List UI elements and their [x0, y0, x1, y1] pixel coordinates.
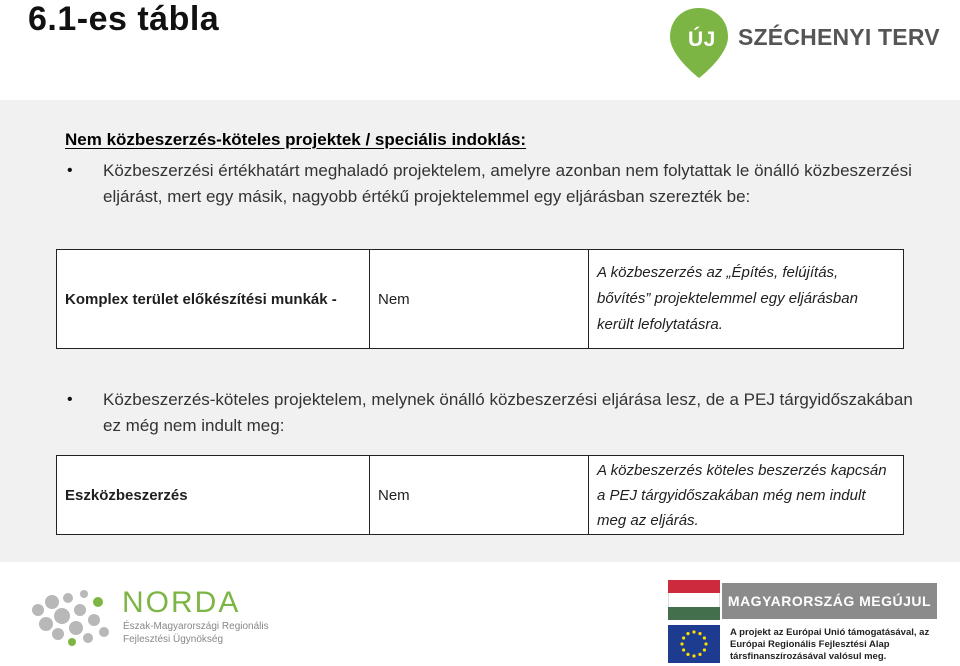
procurement-flag: Nem — [370, 456, 589, 535]
procurement-flag: Nem — [370, 250, 589, 349]
justification-text: A közbeszerzés az „Építés, felújítás, bővítés” projektelemmel egy eljárásban került lefolytatásra. — [589, 250, 904, 349]
dots-logo-icon — [28, 580, 118, 650]
slide-title: 6.1-es tábla — [28, 0, 220, 38]
justification-text: A közbeszerzés köteles beszerzés kapcsán a PEJ tárgyidőszakában még nem indult meg az eljárás. — [589, 456, 904, 535]
norda-logo-text: NORDA — [122, 586, 241, 619]
magyarorszag-megujul-banner: MAGYARORSZÁG MEGÚJUL — [722, 583, 937, 619]
norda-subtitle-line-2: Fejlesztési Ügynökség — [123, 634, 224, 645]
norda-subtitle — [123, 620, 269, 646]
bullet-text-2: Közbeszerzés-köteles projektelem, melynek önálló közbeszerzési eljárása lesz, de a PEJ tárgyidőszakában ez még nem indult meg: — [103, 390, 913, 435]
szechenyi-terv-logo — [668, 6, 940, 86]
uj-label: ÚJ — [688, 28, 716, 51]
project-table-2 — [56, 455, 904, 535]
section-heading: Nem közbeszerzés-köteles projektek / speciális indoklás: — [65, 130, 527, 149]
project-table-1 — [56, 249, 904, 349]
table-row — [57, 250, 904, 349]
bullet-dot-icon: • — [67, 162, 73, 179]
norda-subtitle-line-1: Észak-Magyarországi Regionális — [123, 621, 269, 632]
bullet-item-1 — [67, 158, 923, 210]
brand-name: SZÉCHENYI TERV — [738, 24, 940, 50]
project-element-name: Eszközbeszerzés — [57, 456, 370, 535]
project-element-name: Komplex terület előkészítési munkák - — [57, 250, 370, 349]
table-row — [57, 456, 904, 535]
bullet-text-1: Közbeszerzési értékhatárt meghaladó projektelem, amelyre azonban nem folytattak le önálló közbeszerzési eljárást, mert egy másik, nagyobb értékű projektelemmel egy eljárásban szerezték be: — [103, 161, 912, 206]
bullet-item-2 — [67, 387, 923, 439]
eu-flag-icon — [668, 625, 720, 663]
bullet-dot-icon: • — [67, 391, 73, 408]
eu-funding-text: A projekt az Európai Unió támogatásával, az Európai Regionális Fejlesztési Alap társfinanszírozásával valósul meg. — [730, 627, 930, 662]
hungarian-flag-icon — [668, 580, 720, 620]
